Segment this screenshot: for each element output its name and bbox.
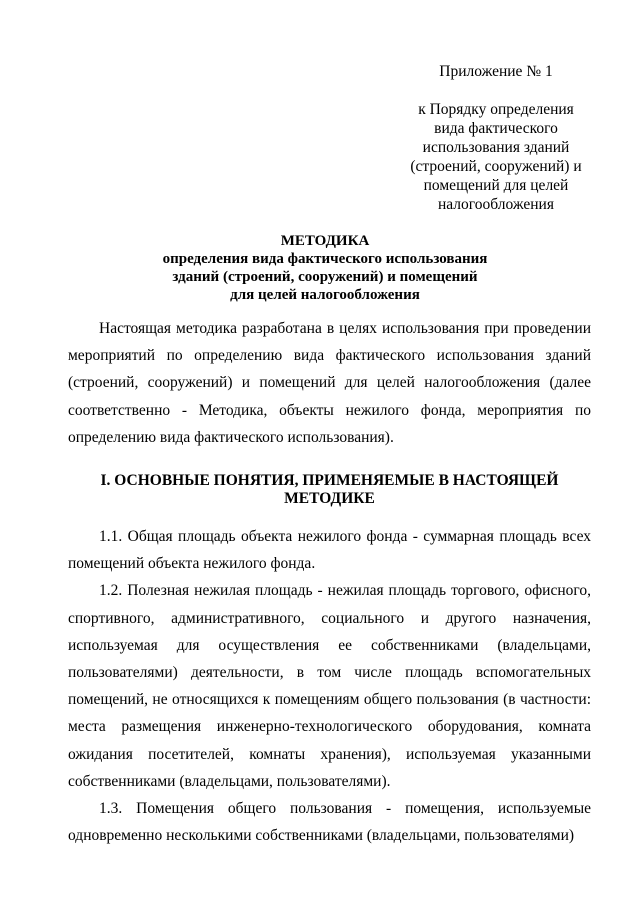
appendix-number: Приложение № 1 — [439, 63, 553, 80]
title-subtitle-line: зданий (строений, сооружений) и помещений — [172, 269, 478, 285]
appendix-reference-line: использования зданий — [422, 139, 570, 156]
section-heading — [68, 472, 591, 508]
document-title — [60, 232, 590, 304]
intro-paragraph: Настоящая методика разработана в целях использования при проведении мероприятий по определению вида фактического использования зданий (строений, сооружений) и помещений для целей налогообложения (далее соответственно - Методика, объекты нежилого фонда, мероприятия по определению вида фактического использования). — [68, 320, 591, 446]
clause-paragraph: 1.3. Помещения общего пользования - помещения, используемые одновременно несколькими собственниками (владельцами, пользователями) — [68, 800, 591, 845]
section-heading-line: МЕТОДИКЕ — [284, 490, 375, 507]
clause-paragraph: 1.2. Полезная нежилая площадь - нежилая площадь торгового, офисного, спортивного, административного, социального и другого назначения, используемая для осуществления ее собственниками (владельцами, пользователями) деятельности, в том числе площадь вспомогательных помещений, не относящихся к помещениям общего пользования (в частности: места размещения инженерно-технологического оборудования, комната ожидания посетителей, комнаты хранения), используемая указанными собственниками (владельцами, пользователями). — [68, 582, 591, 790]
appendix-reference-line: налогообложения — [438, 196, 554, 213]
title-heading: МЕТОДИКА — [280, 233, 370, 249]
title-subtitle-line: для целей налогообложения — [230, 287, 420, 303]
appendix-reference-line: помещений для целей — [423, 177, 569, 194]
appendix-block — [396, 62, 596, 214]
appendix-reference-line: к Порядку определения — [418, 101, 574, 118]
clause-paragraph: 1.1. Общая площадь объекта нежилого фонда - суммарная площадь всех помещений объекта нежилого фонда. — [68, 528, 591, 573]
section-clauses — [68, 523, 591, 849]
appendix-reference-line: (строений, сооружений) и — [410, 158, 582, 175]
section-heading-line: I. ОСНОВНЫЕ ПОНЯТИЯ, ПРИМЕНЯЕМЫЕ В НАСТОЯЩЕЙ — [100, 472, 559, 489]
appendix-reference-line: вида фактического — [434, 120, 558, 137]
title-subtitle-line: определения вида фактического использования — [162, 251, 488, 267]
